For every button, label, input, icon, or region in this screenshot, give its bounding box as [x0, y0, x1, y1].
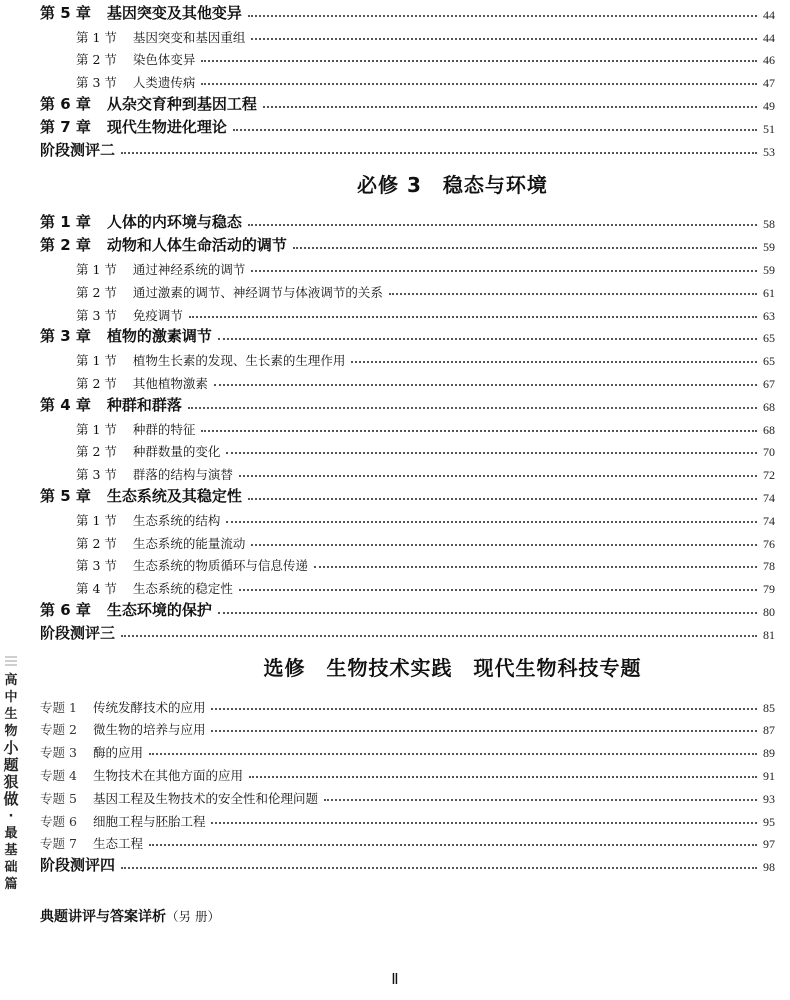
toc-section-row[interactable]: [40, 301, 775, 324]
side-label-char: 高: [4, 673, 18, 688]
toc-chapter-row[interactable]: [40, 324, 775, 347]
side-label-char: 中: [4, 690, 18, 705]
toc-entry-title: 生物技术在其他方面的应用: [92, 767, 243, 783]
toc-section-row[interactable]: [40, 23, 775, 46]
toc-entry-label: [40, 622, 115, 643]
toc-entry-label: [40, 743, 143, 761]
toc-entry-title: 种群的特征: [132, 421, 196, 437]
toc-entry-page: 76: [763, 536, 775, 551]
side-label-char: 题: [3, 756, 19, 774]
toc-entry-number: 第 2 节: [76, 52, 117, 68]
dot-leader: [251, 270, 757, 272]
toc-entry-number: 专题 6: [40, 813, 77, 829]
toc-entry-title: 免疫调节: [132, 307, 183, 323]
toc-entry-number: 第 1 节: [76, 261, 117, 277]
toc-entry-title: 生态工程: [92, 836, 143, 852]
toc-entry-title: 其他植物激素: [132, 375, 208, 391]
toc-entry-label: [40, 394, 182, 415]
toc-entry-label: [40, 766, 243, 784]
toc-entry-title: 基因工程及生物技术的安全性和伦理问题: [92, 790, 318, 806]
dot-leader: [201, 60, 757, 62]
dot-leader: [218, 612, 757, 614]
toc-section-row[interactable]: [40, 552, 775, 575]
toc-entry-title: 生态系统的物质循环与信息传递: [132, 558, 308, 574]
toc-entry-page: 51: [763, 121, 775, 136]
toc-entry-page: 72: [763, 468, 775, 483]
toc-entry-title: 植物生长素的发现、生长素的生理作用: [132, 353, 346, 369]
toc-entry-title: 传统发酵技术的应用: [92, 699, 206, 715]
side-label-char: 狠: [3, 773, 19, 791]
toc-section-row[interactable]: [40, 346, 775, 369]
toc-section-row[interactable]: [40, 68, 775, 91]
toc-topic-row[interactable]: [40, 738, 775, 761]
side-label-char: 生: [4, 707, 18, 722]
toc-entry-number: 第 2 节: [76, 444, 117, 460]
toc-entry-number: 第 1 节: [76, 421, 117, 437]
dot-leader: [263, 106, 757, 108]
toc-entry-label: [76, 306, 183, 324]
toc-entry-page: 98: [763, 860, 775, 875]
toc-entry-number: 专题 7: [40, 836, 77, 852]
dot-leader: [226, 521, 757, 523]
toc-chapter-row[interactable]: [40, 114, 775, 137]
toc-chapter-row[interactable]: [40, 91, 775, 114]
toc-section-row[interactable]: [40, 369, 775, 392]
toc-entry-page: 93: [763, 791, 775, 806]
toc-entry-number: 第 2 节: [76, 375, 117, 391]
dot-leader: [149, 844, 757, 846]
dot-leader: [149, 753, 757, 755]
toc-entry-label: [76, 73, 195, 91]
toc-entry-label: [76, 374, 208, 392]
toc-entry-title: 人类遗传病: [132, 75, 196, 91]
dot-leader: [239, 475, 757, 477]
dot-leader: [121, 867, 757, 869]
toc-entry-title: 植物的激素调节: [106, 327, 212, 346]
toc-entry-number: 第 1 节: [76, 29, 117, 45]
toc-entry-number: 第 1 章: [40, 213, 91, 232]
dot-leader: [251, 544, 757, 546]
toc-chapter-row[interactable]: [40, 137, 775, 160]
toc-entry-page: 68: [763, 422, 775, 437]
toc-entry-page: 44: [763, 7, 775, 22]
dot-leader: [389, 293, 757, 295]
toc-entry-title: 生态系统的结构: [132, 512, 221, 528]
toc-entry-label: [40, 211, 242, 232]
side-label-char: ·: [8, 809, 14, 824]
toc-entry-label: [40, 139, 115, 160]
toc-entry-title: 种群数量的变化: [132, 444, 221, 460]
toc-entry-title: 酶的应用: [92, 745, 143, 761]
toc-entry-title: 阶段测评三: [40, 623, 116, 642]
dot-leader: [189, 316, 757, 318]
toc-entry-label: [76, 534, 245, 552]
dot-leader: [233, 129, 757, 131]
side-tab: [0, 656, 22, 893]
part-heading: 必修 3 稳态与环境: [357, 172, 548, 197]
toc-entry-page: 63: [763, 308, 775, 323]
toc-topic-row[interactable]: [40, 693, 775, 716]
toc-entry-label: [40, 116, 227, 137]
toc-entry-title: 生态系统及其稳定性: [106, 486, 242, 505]
dot-leader: [121, 152, 757, 154]
toc-entry-page: 97: [763, 837, 775, 852]
toc-section-row[interactable]: [40, 574, 775, 597]
toc-section-row[interactable]: [40, 255, 775, 278]
toc-entry-label: [40, 812, 205, 830]
toc-entry-label: [40, 325, 212, 346]
toc-entry-page: 53: [763, 144, 775, 159]
toc-topic-row[interactable]: [40, 761, 775, 784]
toc-entry-label: [40, 93, 257, 114]
toc-topic-row[interactable]: [40, 784, 775, 807]
toc-section-row[interactable]: [40, 460, 775, 483]
toc-entry-number: 第 2 节: [76, 535, 117, 551]
toc-section-row[interactable]: [40, 278, 775, 301]
toc-entry-page: 61: [763, 285, 775, 300]
dot-leader: [211, 822, 757, 824]
dot-leader: [211, 730, 757, 732]
toc-entry-title: 基因突变和基因重组: [132, 29, 246, 45]
toc-entry-title: 阶段测评二: [40, 140, 116, 159]
toc-entry-page: 70: [763, 445, 775, 460]
dot-leader: [293, 247, 757, 249]
toc-entry-title: 群落的结构与演替: [132, 467, 233, 483]
toc-entry-page: 65: [763, 331, 775, 346]
toc-entry-label: [76, 579, 233, 597]
dot-leader: [214, 384, 757, 386]
toc-entry-page: 81: [763, 627, 775, 642]
side-label-char: 物: [4, 724, 18, 739]
side-label-char: 小: [3, 739, 19, 757]
toc-entry-title: 阶段测评四: [40, 856, 116, 875]
dot-leader: [248, 498, 757, 500]
toc-entry-label: [40, 789, 318, 807]
toc-entry-title: 通过神经系统的调节: [132, 261, 246, 277]
toc-entry-number: 第 5 章: [40, 486, 91, 505]
toc-entry-label: [76, 511, 220, 529]
dot-leader: [248, 15, 757, 17]
side-label-char: 篇: [4, 877, 18, 892]
toc-entry-number: 专题 1: [40, 699, 77, 715]
toc-entry-page: 59: [763, 240, 775, 255]
toc-chapter-row[interactable]: [40, 232, 775, 255]
supplement-title: 典题讲评与答案详析: [40, 909, 166, 925]
toc-entry-title: 通过激素的调节、神经调节与体液调节的关系: [132, 284, 383, 300]
toc-section-row[interactable]: [40, 506, 775, 529]
toc-entry-number: 专题 4: [40, 767, 77, 783]
toc-entry-title: 微生物的培养与应用: [92, 722, 206, 738]
side-label-char: 础: [4, 860, 18, 875]
toc-entry-number: 第 3 节: [76, 467, 117, 483]
page-number: Ⅱ: [391, 972, 399, 988]
dot-leader: [314, 566, 757, 568]
toc-entry-number: 专题 2: [40, 722, 77, 738]
toc-entry-label: [76, 28, 245, 46]
dot-leader: [201, 83, 757, 85]
toc-entry-title: 生态系统的能量流动: [132, 535, 246, 551]
toc-entry-number: 第 6 章: [40, 94, 91, 113]
toc-entry-page: 80: [763, 604, 775, 619]
toc-entry-page: 44: [763, 30, 775, 45]
dot-leader: [324, 799, 757, 801]
toc-entry-page: 87: [763, 723, 775, 738]
toc-entry-number: 第 1 节: [76, 353, 117, 369]
toc-entry-number: 第 7 章: [40, 117, 91, 136]
side-tab-bars: [5, 656, 17, 666]
toc-entry-title: 基因突变及其他变异: [106, 3, 242, 22]
toc-entry-page: 58: [763, 217, 775, 232]
toc-entry-number: 专题 3: [40, 745, 77, 761]
dot-leader: [251, 38, 757, 40]
dot-leader: [188, 407, 757, 409]
toc-entry-label: [40, 234, 287, 255]
toc-entry-page: 78: [763, 559, 775, 574]
toc-entry-number: 第 5 章: [40, 3, 91, 22]
toc-entry-label: [76, 442, 220, 460]
toc-entry-label: [40, 854, 115, 875]
side-label-char: 做: [3, 790, 19, 808]
dot-leader: [121, 635, 757, 637]
toc-entry-label: [40, 2, 242, 23]
toc-section-row[interactable]: [40, 529, 775, 552]
supplement-entry: [40, 906, 220, 926]
toc-chapter-row[interactable]: [40, 483, 775, 506]
side-label-char: 最: [4, 826, 18, 841]
dot-leader: [211, 708, 757, 710]
toc-entry-page: 59: [763, 262, 775, 277]
toc-entry-page: 46: [763, 53, 775, 68]
toc-entry-title: 种群和群落: [106, 395, 182, 414]
side-tab-label: [0, 672, 22, 893]
toc-entry-number: 第 2 章: [40, 236, 91, 255]
toc-entry-page: 89: [763, 746, 775, 761]
toc-entry-title: 人体的内环境与稳态: [106, 213, 242, 232]
dot-leader: [249, 776, 757, 778]
toc-entry-number: 第 3 节: [76, 307, 117, 323]
toc-entry-title: 现代生物进化理论: [106, 117, 227, 136]
toc-section-row[interactable]: [40, 415, 775, 438]
toc-entry-label: [76, 465, 233, 483]
toc-entry-number: 第 3 节: [76, 75, 117, 91]
toc-section-row[interactable]: [40, 46, 775, 69]
toc-entry-label: [76, 351, 345, 369]
toc-entry-number: 第 3 章: [40, 327, 91, 346]
toc-entry-number: 第 4 章: [40, 395, 91, 414]
toc-chapter-row[interactable]: [40, 597, 775, 620]
toc-entry-label: [76, 50, 195, 68]
toc-entry-label: [76, 283, 383, 301]
toc-entry-label: [76, 556, 308, 574]
toc-chapter-row[interactable]: [40, 392, 775, 415]
toc-entry-label: [40, 698, 205, 716]
toc-entry-page: 79: [763, 582, 775, 597]
toc-entry-title: 动物和人体生命活动的调节: [106, 236, 287, 255]
toc-entry-number: 第 2 节: [76, 284, 117, 300]
toc-entry-page: 65: [763, 354, 775, 369]
toc-entry-page: 74: [763, 513, 775, 528]
part-heading: 选修 生物技术实践 现代生物科技专题: [263, 655, 642, 680]
toc-entry-page: 68: [763, 399, 775, 414]
toc-topic-row[interactable]: [40, 716, 775, 739]
toc-chapter-row[interactable]: [40, 210, 775, 233]
toc-entry-label: [76, 420, 195, 438]
toc-entry-label: [40, 599, 212, 620]
toc-entry-label: [40, 834, 143, 852]
toc-entry-page: 74: [763, 490, 775, 505]
toc-entry-title: 从杂交育种到基因工程: [106, 94, 257, 113]
toc-entry-number: 第 6 章: [40, 600, 91, 619]
toc-entry-number: 第 4 节: [76, 581, 117, 597]
dot-leader: [201, 430, 757, 432]
side-label-char: 基: [4, 843, 18, 858]
table-of-contents: [40, 0, 775, 875]
toc-entry-number: 专题 5: [40, 790, 77, 806]
toc-entry-page: 47: [763, 76, 775, 91]
dot-leader: [351, 361, 757, 363]
toc-entry-title: 生态环境的保护: [106, 600, 212, 619]
toc-chapter-row[interactable]: [40, 0, 775, 23]
toc-topic-row[interactable]: [40, 830, 775, 853]
supplement-note: （另 册）: [166, 909, 220, 924]
toc-entry-page: 91: [763, 768, 775, 783]
dot-leader: [248, 224, 757, 226]
toc-entry-label: [40, 485, 242, 506]
dot-leader: [218, 338, 757, 340]
toc-section-row[interactable]: [40, 438, 775, 461]
toc-entry-title: 细胞工程与胚胎工程: [92, 813, 206, 829]
toc-chapter-row[interactable]: [40, 852, 775, 875]
toc-entry-title: 生态系统的稳定性: [132, 581, 233, 597]
toc-topic-row[interactable]: [40, 807, 775, 830]
toc-entry-page: 67: [763, 376, 775, 391]
toc-entry-label: [40, 720, 205, 738]
toc-entry-number: 第 3 节: [76, 558, 117, 574]
dot-leader: [226, 452, 757, 454]
toc-chapter-row[interactable]: [40, 620, 775, 643]
toc-entry-label: [76, 260, 245, 278]
dot-leader: [239, 589, 757, 591]
toc-entry-page: 49: [763, 98, 775, 113]
toc-entry-page: 95: [763, 814, 775, 829]
toc-entry-title: 染色体变异: [132, 52, 196, 68]
toc-entry-number: 第 1 节: [76, 512, 117, 528]
toc-entry-page: 85: [763, 700, 775, 715]
